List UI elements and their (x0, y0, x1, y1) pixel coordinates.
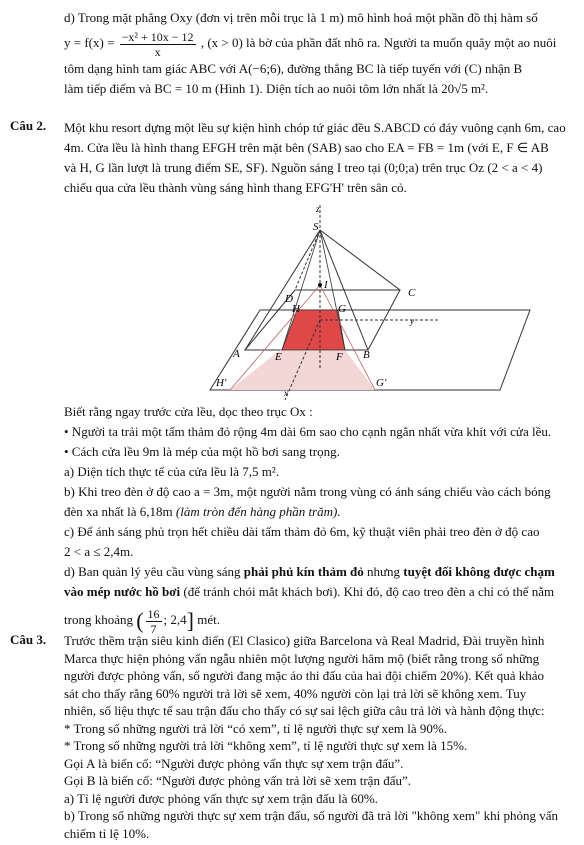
door-trapezoid (282, 310, 345, 350)
interval-fraction: $\frac{16}{7}$ (147, 606, 160, 636)
label-A: A (233, 348, 240, 360)
label-F: F (336, 351, 343, 363)
label-G: G (338, 303, 346, 315)
label-S: S (313, 221, 319, 233)
label-H: H (292, 303, 300, 315)
label-H-prime: H' (216, 377, 227, 389)
question-2-details: Biết rằng ngay trước cửa lều, dọc theo trục Ox : • Người ta trải một tấm thảm đỏ rộng 4m dài 6m sao cho cạnh ngắn nhất vừa khít với cửa lều. • Cách cửa lều 9m là mép của một hồ bơi sang trọng. a) Diện tích thực tế của cửa lều là 7,5 m². b) Khi treo đèn ở độ cao a = 3m, một người nằm trong vùng có ánh sáng chiếu vào cách bóng đèn xa nhất là 6,18m (làm tròn đến hàng phần trăm). c) Để ánh sáng phủ trọn hết chiều dài tấm thảm đỏ 6m, kỹ thuật viên phải treo đèn ở độ cao 2 < a ≤ 2,4m. d) Ban quản lý yêu cầu vùng sáng phải phủ kín thảm đỏ nhưng tuyệt đối không được chạm vào mép nước hồ bơi (để tránh chói mắt khách bơi). Khi đó, độ cao treo đèn a chỉ có thể nằm trong khoảng ( $\frac{16}{7}$ ; 2,4] mét. (64, 404, 555, 636)
label-E: E (275, 351, 282, 363)
label-z: z (316, 204, 320, 214)
light-source-point (318, 283, 322, 287)
prev-d-line2: y = f(x) = $\frac{\text{−x² + 10x − 12}}{x}$ , (x > 0) là bờ của phần đất nhô ra. Người ta muốn quây một ao nuôi (64, 29, 557, 59)
label-x: x (284, 388, 288, 398)
question-2-label: Câu 2. (10, 118, 47, 133)
question-3-label: Câu 3. (10, 632, 47, 647)
label-D: D (285, 293, 293, 305)
edge-SD (295, 230, 320, 290)
question-3-body: Trước thềm trận siêu kinh điển (El Clasico) giữa Barcelona và Real Madrid, Đài truyền hình Marca thực hiện phỏng vấn ngẫu nhiên một lượng người hâm mộ (biết rằng trong số những người được phỏng vấn, số người đang mặc áo thi đấu của hai đội chiếm 20%). Kết quả khảo sát cho thấy rằng 60% người trả lời sẽ xem, 40% người còn lại trả lời sẽ không xem. Tuy nhiên, số liệu thực tế sau trận đấu cho thấy có sự sai lệch giữa câu trả lời và hành động thực: * Trong số những người trả lời “có xem”, tỉ lệ người thực sự xem là 90%. * Trong số những người trả lời “không xem”, tỉ lệ người thực sự xem là 15%. Gọi A là biến cố: “Người được phỏng vấn thực sự xem trận đấu”. Gọi B là biến cố: “Người được phỏng vấn trả lời sẽ xem trận đấu”. a) Tỉ lệ người được phỏng vấn thực sự xem trận đấu là 60%. b) Trong số những người thực sự xem trận đấu, số người đã trả lời "không xem" khi phỏng vấn chiếm tỉ lệ 10%. (64, 633, 558, 841)
label-C: C (408, 287, 416, 299)
label-y: y (410, 316, 414, 326)
function-fraction: $\frac{\text{−x² + 10x − 12}}{x}$ (121, 29, 194, 59)
prev-d-line4: làm tiếp điểm và BC = 10 m (Hình 1). Diện tích ao nuôi tôm lớn nhất là 20√5 m². (64, 80, 489, 96)
tent-pyramid-figure (200, 200, 540, 400)
light-region (230, 350, 375, 390)
label-I: I (324, 279, 328, 291)
prev-part-d (64, 8, 579, 99)
prev-d-line3: tôm dạng hình tam giác ABC với A(−6;6), đường thẳng BC là tiếp tuyến với (C) nhận B (64, 60, 523, 76)
label-G-prime: G' (376, 377, 387, 389)
question-2-body: Một khu resort dựng một lều sự kiện hình chóp tứ giác đều S.ABCD có đáy vuông cạnh 6m, cao 4m. Cửa lều là hình thang EFGH trên mặt bên (SAB) sao cho EA = FB = 1m (với E, F ∈ AB và H, G lần lượt là trung điểm SE, SF). Nguồn sáng I treo tại (0;0;a) trên trục Oz (2 < a < 4) chiếu qua cửa lều thành vùng sáng hình thang EFG'H' trên sân cỏ. (64, 120, 566, 195)
label-B: B (363, 349, 370, 361)
prev-d-line1: d) Trong mặt phẳng Oxy (đơn vị trên mỗi trục là 1 m) mô hình hoá một phần đồ thị hàm số (64, 10, 538, 25)
